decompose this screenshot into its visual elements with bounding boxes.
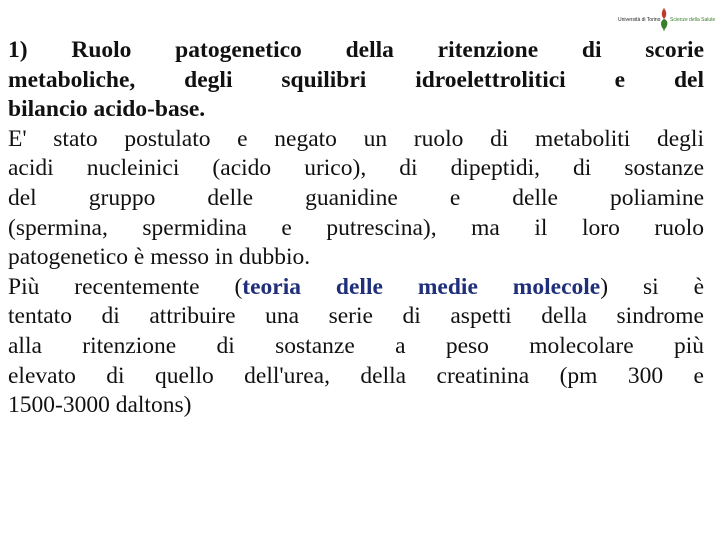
line-text: ) si è	[600, 273, 704, 300]
paragraph-line: elevato di quello dell'urea, della creatinina (pm 300 e	[8, 362, 704, 389]
paragraph-line: 1500-3000 daltons)	[8, 392, 192, 419]
paragraph-line: tentato di attribuire una serie di aspetti della sindrome	[8, 303, 704, 330]
section-heading	[8, 36, 704, 125]
paragraph-middle-molecules	[8, 273, 704, 421]
paragraph-metabolites	[8, 125, 704, 273]
line-text: Più recentemente (	[8, 273, 243, 300]
logo-right-text: Scienze della Salute	[670, 17, 716, 23]
heading-line: bilancio acido-base.	[8, 96, 206, 123]
logo-left-text: Università di Torino	[618, 17, 661, 23]
university-logo	[618, 2, 714, 36]
heading-line: 1) Ruolo patogenetico della ritenzione di scorie	[8, 37, 704, 63]
slide-text	[8, 36, 704, 421]
paragraph-line-with-highlight	[8, 273, 704, 303]
paragraph-line: del gruppo delle guanidine e delle poliamine	[8, 184, 704, 211]
paragraph-line: (spermina, spermidina e putrescina), ma il loro ruolo	[8, 214, 704, 241]
paragraph-line: E' stato postulato e negato un ruolo di metaboliti degli	[8, 125, 704, 152]
leaf-drop-icon	[658, 6, 670, 32]
paragraph-line: alla ritenzione di sostanze a peso molecolare più	[8, 332, 704, 359]
heading-line: metaboliche, degli squilibri idroelettrolitici e del	[8, 66, 704, 93]
paragraph-line: acidi nucleinici (acido urico), di dipeptidi, di sostanze	[8, 155, 704, 182]
highlighted-term: teoria delle medie molecole	[242, 273, 601, 300]
paragraph-line: patogenetico è messo in dubbio.	[8, 244, 311, 271]
